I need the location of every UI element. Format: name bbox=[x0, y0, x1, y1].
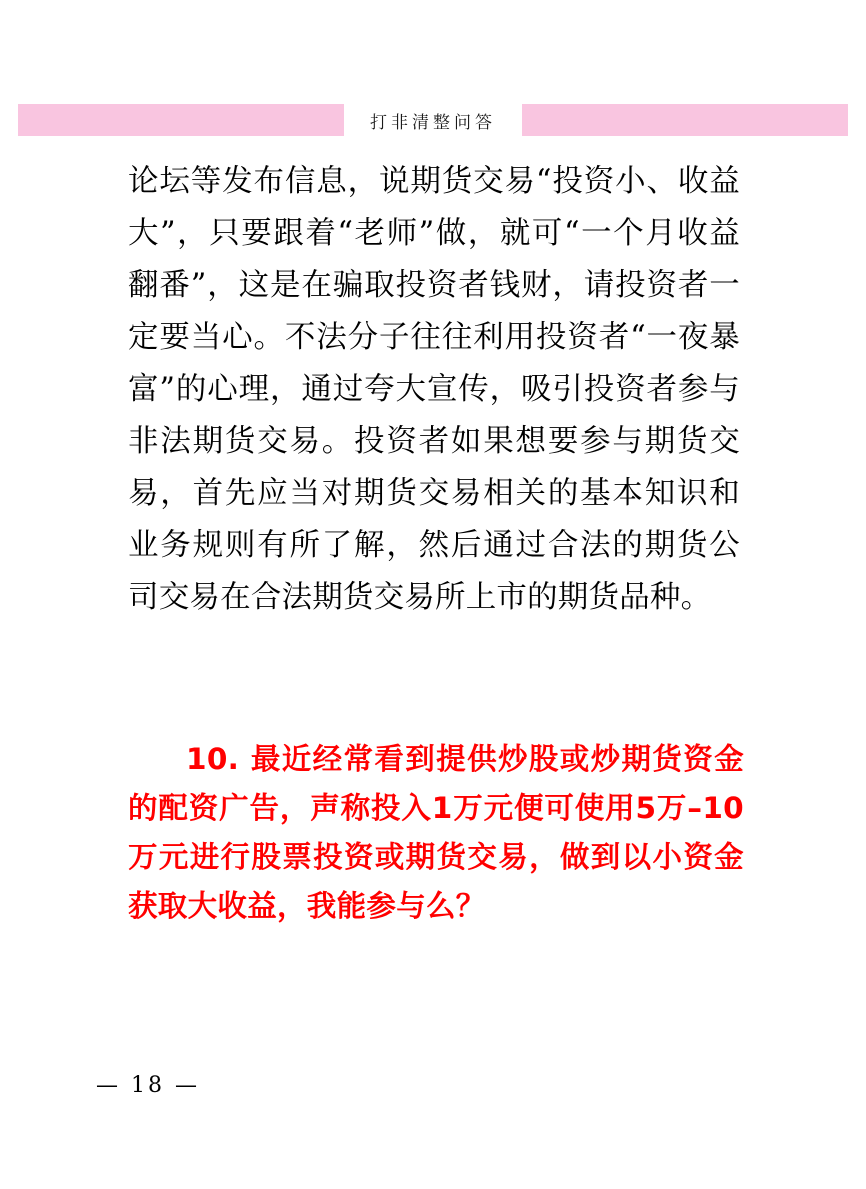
body-paragraph: 论坛等发布信息，说期货交易“投资小、收益大”，只要跟着“老师”做，就可“一个月收益翻番”，这是在骗取投资者钱财，请投资者一定要当心。不法分子往往利用投资者“一夜暴富”的心理，通过夸大宣传，吸引投资者参与非法期货交易。投资者如果想要参与期货交易，首先应当对期货交易相关的基本知识和业务规则有所了解，然后通过合法的期货公司交易在合法期货交易所上市的期货品种。 bbox=[128, 164, 740, 615]
header-title: 打非清整问答 bbox=[370, 112, 496, 133]
body-content bbox=[128, 156, 740, 624]
question-heading: 10. 最近经常看到提供炒股或炒期货资金的配资广告，声称投入1万元便可使用5万–10万元进行股票投资或期货交易，做到以小资金获取大收益，我能参与么？ bbox=[128, 742, 744, 923]
page-header bbox=[18, 104, 848, 136]
page-number: — 18 — bbox=[96, 1073, 200, 1098]
header-title-wrap bbox=[344, 104, 522, 136]
